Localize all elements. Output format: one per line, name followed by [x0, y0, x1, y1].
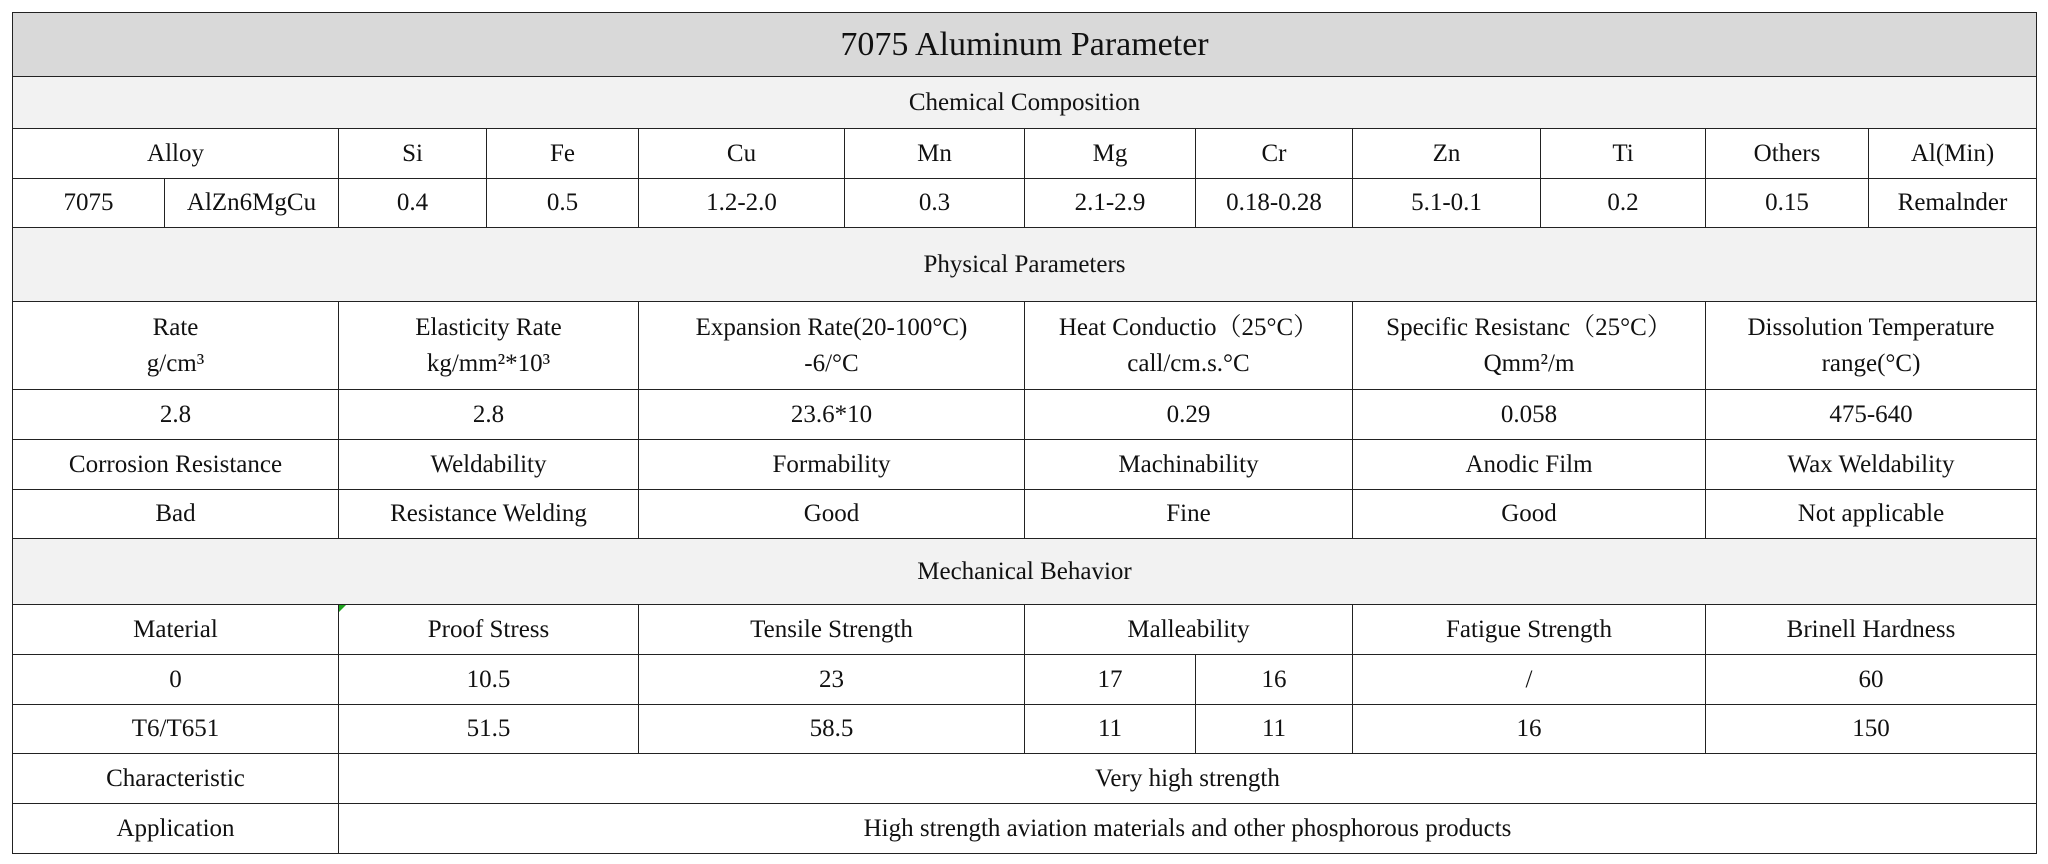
- header-unit: kg/mm²*10³: [426, 349, 551, 377]
- mechanical-value-row: [13, 705, 2037, 754]
- data-cell: 51.5: [339, 705, 639, 754]
- data-cell: Bad: [13, 490, 339, 539]
- data-cell: 2.8: [339, 390, 639, 440]
- application-row: [13, 804, 2037, 854]
- header-cell: [1353, 302, 1706, 390]
- header-line: Rate: [152, 313, 199, 341]
- data-cell: 475-640: [1706, 390, 2037, 440]
- header-line: Dissolution Temperature: [1747, 313, 1995, 341]
- header-cell: Material: [13, 605, 339, 655]
- header-unit: -6/°C: [804, 349, 859, 377]
- header-cell: [1706, 302, 2037, 390]
- header-cell: Al(Min): [1869, 129, 2037, 179]
- characteristic-label: Characteristic: [13, 754, 339, 804]
- mechanical-value-row: [13, 655, 2037, 705]
- data-cell: 10.5: [339, 655, 639, 705]
- header-cell: Proof Stress: [339, 605, 639, 655]
- data-cell: 5.1-0.1: [1353, 179, 1541, 228]
- header-unit: g/cm³: [146, 349, 205, 377]
- header-cell: [13, 302, 339, 390]
- header-cell: Cu: [639, 129, 845, 179]
- header-cell: Corrosion Resistance: [13, 440, 339, 490]
- header-cell: Others: [1706, 129, 1869, 179]
- section-heading-mechanical: Mechanical Behavior: [13, 539, 2037, 605]
- data-cell: 11: [1196, 705, 1353, 754]
- header-cell: Si: [339, 129, 487, 179]
- characteristic-row: [13, 754, 2037, 804]
- data-cell: 0.15: [1706, 179, 1869, 228]
- header-cell: Malleability: [1025, 605, 1353, 655]
- header-cell: Mn: [845, 129, 1025, 179]
- header-line: Elasticity Rate: [415, 313, 562, 341]
- header-cell: Mg: [1025, 129, 1196, 179]
- header-unit: Qmm²/m: [1483, 349, 1575, 377]
- data-cell: 16: [1353, 705, 1706, 754]
- data-cell: AlZn6MgCu: [165, 179, 339, 228]
- header-unit: range(°C): [1821, 349, 1921, 377]
- chemical-header-row: [13, 129, 2037, 179]
- data-cell: 23: [639, 655, 1025, 705]
- data-cell: 0.4: [339, 179, 487, 228]
- data-cell: Good: [639, 490, 1025, 539]
- data-cell: 7075: [13, 179, 165, 228]
- data-cell: Resistance Welding: [339, 490, 639, 539]
- header-cell: Zn: [1353, 129, 1541, 179]
- data-cell: 0.5: [487, 179, 639, 228]
- header-cell: Tensile Strength: [639, 605, 1025, 655]
- header-cell: Machinability: [1025, 440, 1353, 490]
- data-cell: Not applicable: [1706, 490, 2037, 539]
- data-cell: 17: [1025, 655, 1196, 705]
- characteristic-value: Very high strength: [339, 754, 2037, 804]
- header-cell: [339, 302, 639, 390]
- header-line: Expansion Rate(20-100°C): [695, 313, 968, 341]
- data-cell: 1.2-2.0: [639, 179, 845, 228]
- application-label: Application: [13, 804, 339, 854]
- chemical-value-row: [13, 179, 2037, 228]
- data-cell: 58.5: [639, 705, 1025, 754]
- data-cell: 23.6*10: [639, 390, 1025, 440]
- header-cell: [1025, 302, 1353, 390]
- data-cell: Good: [1353, 490, 1706, 539]
- header-cell: Anodic Film: [1353, 440, 1706, 490]
- mechanical-header-row: [13, 605, 2037, 655]
- data-cell: 16: [1196, 655, 1353, 705]
- data-cell: Remalnder: [1869, 179, 2037, 228]
- header-cell: Ti: [1541, 129, 1706, 179]
- data-cell: 0.3: [845, 179, 1025, 228]
- data-cell: 60: [1706, 655, 2037, 705]
- physical-value-row: [13, 390, 2037, 440]
- header-cell: Formability: [639, 440, 1025, 490]
- header-line: Heat Conductio（25°C）: [1058, 313, 1319, 341]
- property-header-row: [13, 440, 2037, 490]
- header-cell: [639, 302, 1025, 390]
- header-cell: Brinell Hardness: [1706, 605, 2037, 655]
- data-cell: 0.29: [1025, 390, 1353, 440]
- data-cell: 150: [1706, 705, 2037, 754]
- section-heading-physical: Physical Parameters: [13, 228, 2037, 302]
- data-cell: /: [1353, 655, 1706, 705]
- application-value: High strength aviation materials and other phosphorous products: [339, 804, 2037, 854]
- header-cell: Cr: [1196, 129, 1353, 179]
- header-cell: Fatigue Strength: [1353, 605, 1706, 655]
- data-cell: 2.1-2.9: [1025, 179, 1196, 228]
- data-cell: 0: [13, 655, 339, 705]
- data-cell: Fine: [1025, 490, 1353, 539]
- data-cell: 0.2: [1541, 179, 1706, 228]
- physical-header-row: [13, 302, 2037, 390]
- data-cell: 0.18-0.28: [1196, 179, 1353, 228]
- header-line: Specific Resistanc（25°C）: [1386, 313, 1672, 341]
- data-cell: T6/T651: [13, 705, 339, 754]
- section-heading-chemical: Chemical Composition: [13, 77, 2037, 129]
- aluminum-parameter-table: [12, 12, 2037, 854]
- property-value-row: [13, 490, 2037, 539]
- data-cell: 2.8: [13, 390, 339, 440]
- data-cell: 0.058: [1353, 390, 1706, 440]
- table-title: 7075 Aluminum Parameter: [13, 13, 2037, 77]
- header-cell: Alloy: [13, 129, 339, 179]
- header-unit: call/cm.s.°C: [1127, 349, 1250, 377]
- header-cell: Wax Weldability: [1706, 440, 2037, 490]
- header-cell: Fe: [487, 129, 639, 179]
- header-cell: Weldability: [339, 440, 639, 490]
- data-cell: 11: [1025, 705, 1196, 754]
